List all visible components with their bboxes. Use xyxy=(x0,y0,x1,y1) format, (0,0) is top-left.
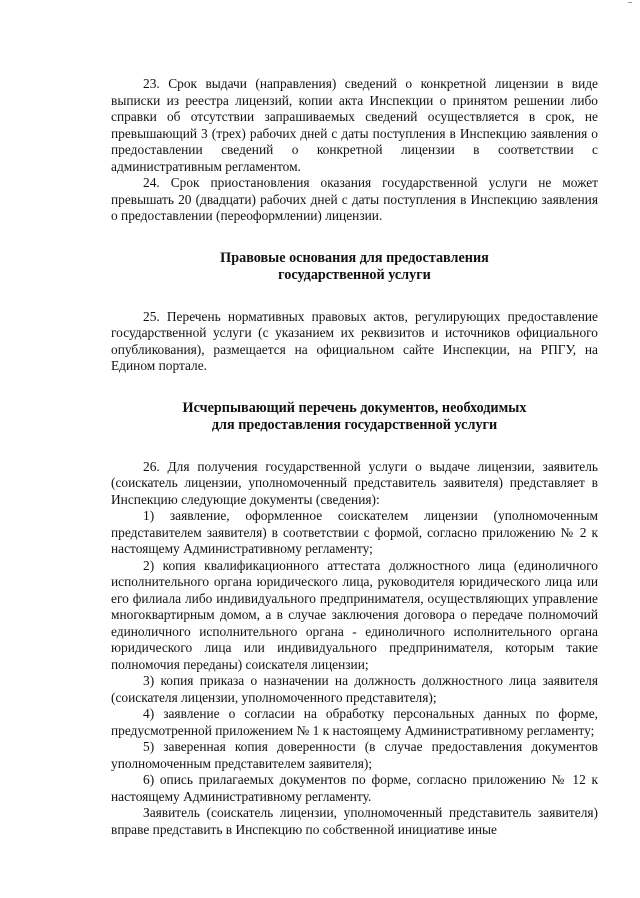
heading-line: Правовые основания для предоставления xyxy=(220,249,489,266)
list-item-4: 4) заявление о согласии на обработку персональных данных по форме, предусмотренной приложением № 1 к настоящему Административному регламенту; xyxy=(111,706,598,738)
section-heading-legal-basis xyxy=(111,250,598,284)
paragraph-26: 26. Для получения государственной услуги о выдаче лицензии, заявитель (соискатель лицензии, уполномоченный представитель заявителя) представляет в Инспекцию следующие документы (сведения): xyxy=(111,458,598,507)
list-item-6: 6) опись прилагаемых документов по форме, согласно приложению № 12 к настоящему Административному регламенту. xyxy=(111,772,598,804)
heading-line: государственной услуги xyxy=(278,266,431,283)
heading-line: Исчерпывающий перечень документов, необходимых xyxy=(182,399,527,416)
scan-mark xyxy=(628,2,632,3)
document-body xyxy=(111,76,598,838)
list-item-3: 3) копия приказа о назначении на должность должностного лица заявителя (соискателя лицензии, уполномоченного представителя); xyxy=(111,673,598,705)
list-item-2: 2) копия квалификационного аттестата должностного лица (единоличного исполнительного органа юридического лица, руководителя юридического лица или его филиала либо индивидуального предпринимателя, осуществляющих управление многоквартирным домом, а в случае заключения договора о передаче полномочий единоличного исполнительного органа - единоличного исполнительного органа юридического лица или индивидуального предпринимателя, которым такие полномочия переданы) соискателя лицензии; xyxy=(111,557,598,672)
heading-line: для предоставления государственной услуги xyxy=(211,416,498,433)
list-item-1: 1) заявление, оформленное соискателем лицензии (уполномоченным представителем заявителя) в соответствии с формой, согласно приложению № 2 к настоящему Административному регламенту; xyxy=(111,508,598,556)
paragraph-applicant: Заявитель (соискатель лицензии, уполномоченный представитель заявителя) вправе представить в Инспекцию по собственной инициативе иные xyxy=(111,805,598,837)
paragraph-25: 25. Перечень нормативных правовых актов, регулирующих предоставление государственной услуги (с указанием их реквизитов и источников официального опубликования), размещается на официальном сайте Инспекции, на РПГУ, на Едином портале. xyxy=(111,308,598,373)
paragraph-24: 24. Срок приостановления оказания государственной услуги не может превышать 20 (двадцати) рабочих дней с даты поступления в Инспекцию заявления о предоставлении (переоформлении) лицензии. xyxy=(111,175,598,223)
paragraph-23: 23. Срок выдачи (направления) сведений о конкретной лицензии в виде выписки из реестра лицензий, копии акта Инспекции о принятом решении либо справки об отсутствии запрашиваемых сведений осуществляется в срок, не превышающий 3 (трех) рабочих дней с даты поступления в Инспекцию заявления о предоставлении сведений о конкретной лицензии в соответствии с административным регламентом. xyxy=(111,76,598,174)
section-heading-documents xyxy=(111,400,598,434)
list-item-5: 5) заверенная копия доверенности (в случае предоставления документов уполномоченным представителем заявителя); xyxy=(111,739,598,771)
